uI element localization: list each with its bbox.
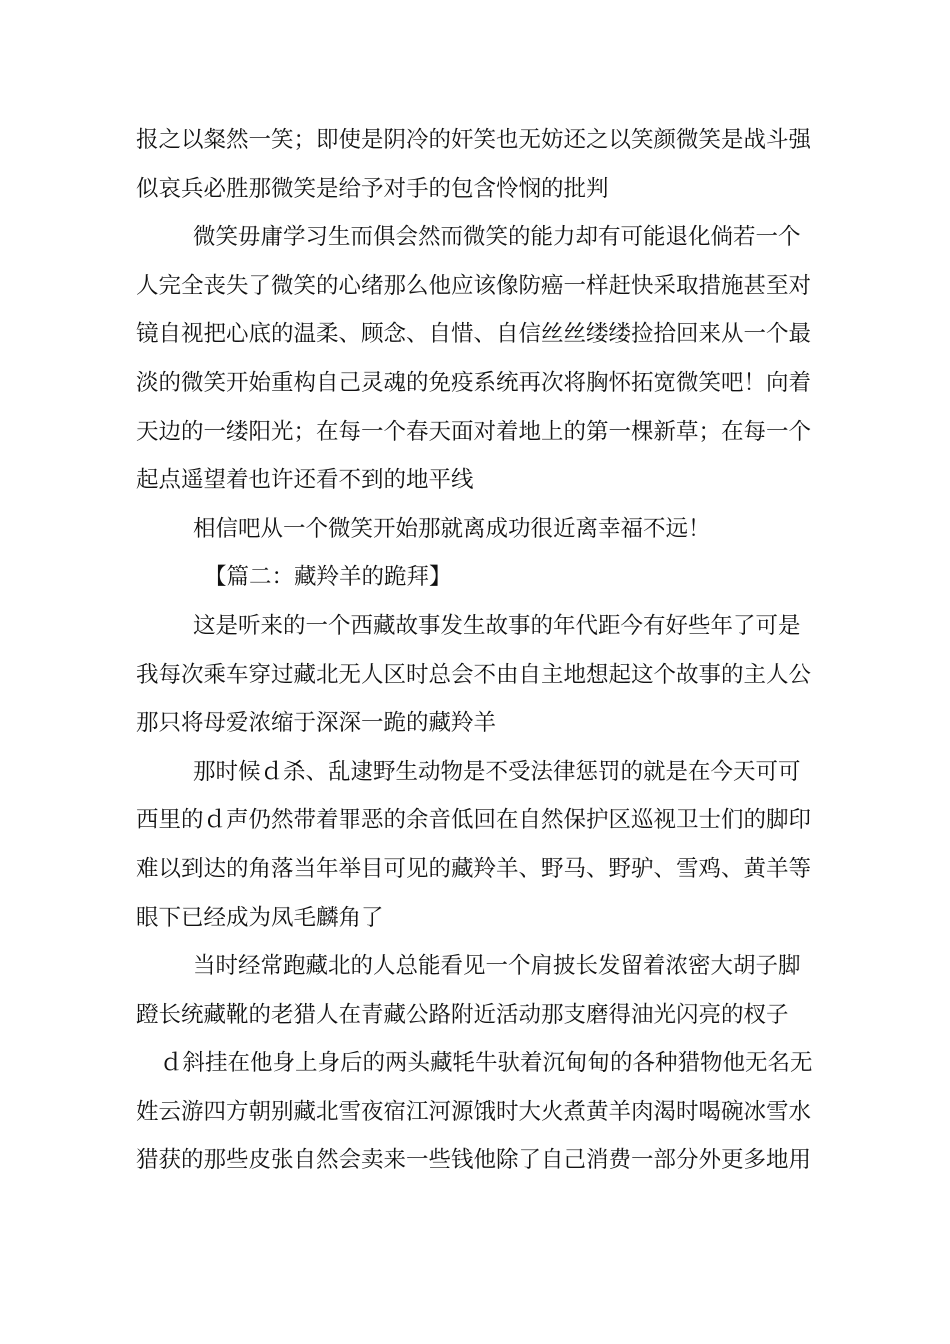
paragraph-start-line: 当时经常跑藏北的人总能看见一个肩披长发留着浓密大胡子脚 [193,953,801,980]
text-line: 我每次乘车穿过藏北无人区时总会不由自主地想起这个故事的主人公 [136,661,812,688]
text-line: 淡的微笑开始重构自己灵魂的免疫系统再次将胸怀拓宽微笑吧！向着 [136,369,812,396]
paragraph-start-line: 那时候ｄ杀、乱逮野生动物是不受法律惩罚的就是在今天可可 [193,758,801,785]
text-line: 姓云游四方朝别藏北雪夜宿江河源饿时大火煮黄羊肉渴时喝碗冰雪水 [136,1098,812,1125]
paragraph-start-line: 相信吧从一个微笑开始那就离成功很近离幸福不远！ [193,515,711,542]
text-line: 镜自视把心底的温柔、顾念、自惜、自信丝丝缕缕捡拾回来从一个最 [136,321,812,348]
text-line: 西里的ｄ声仍然带着罪恶的余音低回在自然保护区巡视卫士们的脚印 [136,807,812,834]
text-line: 报之以粲然一笑；即使是阴冷的奸笑也无妨还之以笑颜微笑是战斗强 [136,127,812,153]
text-line: 人完全丧失了微笑的心绪那么他应该像防癌一样赶快采取措施甚至对 [136,272,812,299]
text-line: ｄ斜挂在他身上身后的两头藏牦牛驮着沉甸甸的各种猎物他无名无 [160,1050,813,1077]
paragraph-start-line: 这是听来的一个西藏故事发生故事的年代距今有好些年了可是 [193,612,801,639]
text-line: 起点遥望着也许还看不到的地平线 [136,467,474,494]
paragraph-start-line: 微笑毋庸学习生而俱会然而微笑的能力却有可能退化倘若一个 [193,224,801,251]
section-heading: 【篇二：藏羚羊的跪拜】 [204,564,452,591]
text-line: 猎获的那些皮张自然会卖来一些钱他除了自己消费一部分外更多地用 [136,1147,812,1174]
text-line: 眼下已经成为凤毛麟角了 [136,904,384,931]
text-line: 蹬长统藏靴的老猎人在青藏公路附近活动那支磨得油光闪亮的杈子 [136,1001,789,1028]
text-line: 那只将母爱浓缩于深深一跪的藏羚羊 [136,710,497,737]
text-line: 天边的一缕阳光；在每一个春天面对着地上的第一棵新草；在每一个 [136,418,812,445]
document-body [136,116,816,1185]
text-line: 难以到达的角落当年举目可见的藏羚羊、野马、野驴、雪鸡、黄羊等 [136,855,812,882]
text-line: 似哀兵必胜那微笑是给予对手的包含怜悯的批判 [136,175,609,202]
